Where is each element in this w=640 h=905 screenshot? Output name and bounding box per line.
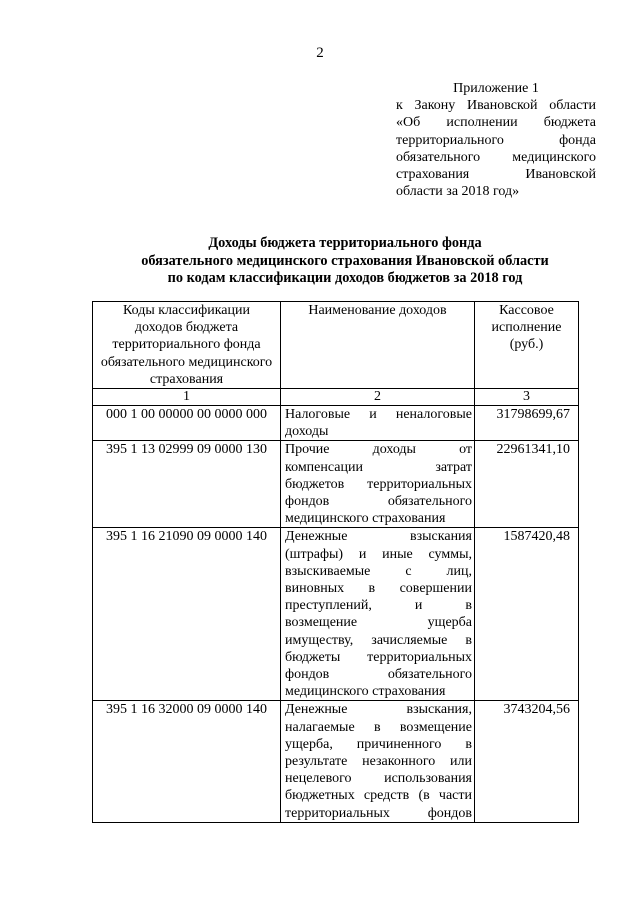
table-row (93, 406, 579, 441)
column-number: 1 (93, 389, 281, 406)
table-row (93, 701, 579, 822)
appendix-line: «Об исполнении бюджета (396, 115, 596, 131)
column-number-row (93, 389, 579, 406)
table-header-row (93, 302, 579, 389)
name-column-header: Наименование доходов (281, 302, 475, 389)
amount-column-header: Кассовое исполнение (руб.) (475, 302, 579, 389)
appendix-line: области за 2018 год» (396, 184, 520, 200)
income-name: Денежные взыскания (штрафы) и иные суммы, взыскиваемые с лиц, виновных в совершении преступлений, и в возмещение ущерба имуществу, зачисляемые в бюджеты территориальных фондов обязательного медицинского страхования (281, 528, 475, 701)
appendix-line: к Закону Ивановской области (396, 98, 596, 114)
cash-execution-amount: 3743204,56 (475, 701, 579, 822)
heading-line: по кодам классификации доходов бюджетов за 2018 год (167, 270, 523, 286)
classification-code: 395 1 16 32000 09 0000 140 (93, 701, 281, 822)
appendix-line: обязательного медицинского (396, 149, 596, 165)
document-heading (0, 235, 640, 288)
codes-column-header: Коды классификации доходов бюджета территориального фонда обязательного медицинского страхования (93, 302, 281, 389)
classification-code: 395 1 16 21090 09 0000 140 (93, 528, 281, 701)
appendix-line: страхования Ивановской (396, 167, 596, 183)
appendix-block (396, 80, 596, 200)
cash-execution-amount: 31798699,67 (475, 406, 579, 441)
heading-line: Доходы бюджета территориального фонда (208, 235, 482, 251)
income-table (92, 301, 579, 823)
appendix-title: Приложение 1 (453, 81, 539, 96)
cash-execution-amount: 22961341,10 (475, 441, 579, 528)
cash-execution-amount: 1587420,48 (475, 528, 579, 701)
page-number: 2 (316, 45, 324, 61)
classification-code: 000 1 00 00000 00 0000 000 (93, 406, 281, 441)
column-number: 3 (475, 389, 579, 406)
income-name: Прочие доходы от компенсации затрат бюджетов территориальных фондов обязательного медицинского страхования (281, 441, 475, 528)
appendix-line: территориального фонда (396, 132, 596, 148)
table-row (93, 528, 579, 701)
column-number: 2 (281, 389, 475, 406)
income-name: Денежные взыскания, налагаемые в возмещение ущерба, причиненного в результате незаконного или нецелевого использования бюджетных средств (в части территориальных фондов (281, 701, 475, 822)
table-row (93, 441, 579, 528)
heading-line: обязательного медицинского страхования Ивановской области (141, 252, 549, 269)
classification-code: 395 1 13 02999 09 0000 130 (93, 441, 281, 528)
income-name: Налоговые и неналоговые доходы (281, 406, 475, 441)
